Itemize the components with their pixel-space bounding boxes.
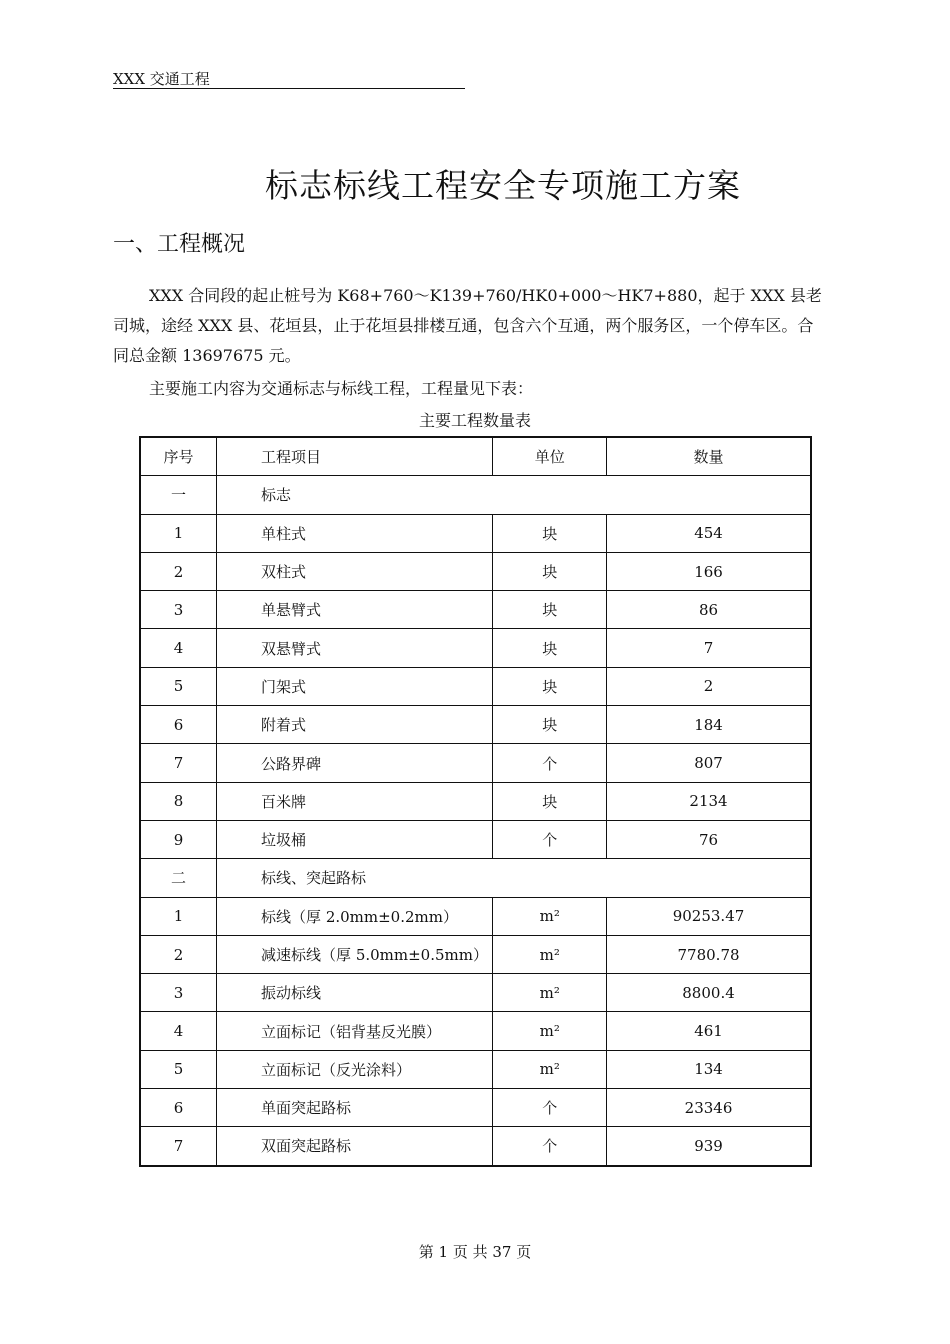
header-item: 工程项目 xyxy=(217,437,493,476)
row-unit: 块 xyxy=(493,629,607,667)
row-item: 双面突起路标 xyxy=(217,1127,493,1166)
row-seq: 二 xyxy=(140,859,217,897)
row-seq: 2 xyxy=(140,552,217,590)
row-unit: 个 xyxy=(493,1127,607,1166)
row-item: 立面标记（铝背基反光膜） xyxy=(217,1012,493,1050)
table-group-row xyxy=(140,476,811,514)
row-unit: 块 xyxy=(493,552,607,590)
row-qty: 90253.47 xyxy=(607,897,811,935)
table-row xyxy=(140,935,811,973)
table-row xyxy=(140,974,811,1012)
row-seq: 3 xyxy=(140,974,217,1012)
row-seq: 3 xyxy=(140,591,217,629)
group-title: 标线、突起路标 xyxy=(217,859,811,897)
group-title: 标志 xyxy=(217,476,811,514)
row-qty: 807 xyxy=(607,744,811,782)
table-row xyxy=(140,820,811,858)
row-unit: 个 xyxy=(493,1089,607,1127)
row-seq: 7 xyxy=(140,744,217,782)
row-unit: m² xyxy=(493,935,607,973)
row-qty: 23346 xyxy=(607,1089,811,1127)
row-seq: 4 xyxy=(140,1012,217,1050)
row-qty: 461 xyxy=(607,1012,811,1050)
row-unit: m² xyxy=(493,1012,607,1050)
row-seq: 5 xyxy=(140,667,217,705)
row-seq: 1 xyxy=(140,897,217,935)
table-row xyxy=(140,1089,811,1127)
table-row xyxy=(140,1050,811,1088)
table-row xyxy=(140,782,811,820)
table-row xyxy=(140,591,811,629)
row-item: 单面突起路标 xyxy=(217,1089,493,1127)
row-item: 双悬臂式 xyxy=(217,629,493,667)
row-qty: 184 xyxy=(607,706,811,744)
row-seq: 2 xyxy=(140,935,217,973)
row-qty: 939 xyxy=(607,1127,811,1166)
row-qty: 2 xyxy=(607,667,811,705)
row-item: 单柱式 xyxy=(217,514,493,552)
row-qty: 134 xyxy=(607,1050,811,1088)
row-item: 标线（厚 2.0mm±0.2mm） xyxy=(217,897,493,935)
row-item: 双柱式 xyxy=(217,552,493,590)
row-qty: 2134 xyxy=(607,782,811,820)
row-item: 附着式 xyxy=(217,706,493,744)
row-unit: 块 xyxy=(493,706,607,744)
row-qty: 8800.4 xyxy=(607,974,811,1012)
row-seq: 1 xyxy=(140,514,217,552)
row-seq: 6 xyxy=(140,706,217,744)
table-row xyxy=(140,514,811,552)
overview-paragraph: XXX 合同段的起止桩号为 K68+760～K139+760/HK0+000～HK7+880，起于 XXX 县老司城，途经 XXX 县、花垣县，止于花垣县排楼互通，包含六个互通，两个服务区，一个停车区。合同总金额 13697675 元。 xyxy=(113,286,822,365)
table-caption: 主要工程数量表 xyxy=(418,411,531,430)
row-qty: 86 xyxy=(607,591,811,629)
row-qty: 76 xyxy=(607,820,811,858)
page-header: XXX 交通工程 xyxy=(113,70,465,89)
row-item: 百米牌 xyxy=(217,782,493,820)
table-group-row xyxy=(140,859,811,897)
table-body xyxy=(140,476,811,1166)
header-unit: 单位 xyxy=(493,437,607,476)
quantities-table xyxy=(139,436,812,1167)
document-title: 标志标线工程安全专项施工方案 xyxy=(265,166,741,205)
section-heading-overview: 一、工程概况 xyxy=(113,232,246,257)
row-item: 单悬臂式 xyxy=(217,591,493,629)
table-header-row xyxy=(140,437,811,476)
scope-paragraph: 主要施工内容为交通标志与标线工程，工程量见下表： xyxy=(149,379,534,398)
page-footer: 第 1 页 共 37 页 xyxy=(418,1243,532,1261)
header-seq: 序号 xyxy=(140,437,217,476)
table-row xyxy=(140,897,811,935)
row-unit: 块 xyxy=(493,667,607,705)
row-seq: 6 xyxy=(140,1089,217,1127)
header-qty: 数量 xyxy=(607,437,811,476)
row-item: 门架式 xyxy=(217,667,493,705)
table-row xyxy=(140,706,811,744)
row-unit: 块 xyxy=(493,591,607,629)
table-row xyxy=(140,1127,811,1166)
row-item: 垃圾桶 xyxy=(217,820,493,858)
row-item: 减速标线（厚 5.0mm±0.5mm） xyxy=(217,935,493,973)
row-qty: 7 xyxy=(607,629,811,667)
row-unit: 个 xyxy=(493,820,607,858)
row-seq: 9 xyxy=(140,820,217,858)
row-unit: m² xyxy=(493,974,607,1012)
row-unit: 块 xyxy=(493,514,607,552)
table-row xyxy=(140,629,811,667)
row-qty: 166 xyxy=(607,552,811,590)
table-row xyxy=(140,1012,811,1050)
row-unit: m² xyxy=(493,1050,607,1088)
row-unit: m² xyxy=(493,897,607,935)
table-row xyxy=(140,552,811,590)
row-item: 振动标线 xyxy=(217,974,493,1012)
row-seq: 一 xyxy=(140,476,217,514)
row-qty: 7780.78 xyxy=(607,935,811,973)
row-seq: 4 xyxy=(140,629,217,667)
row-unit: 个 xyxy=(493,744,607,782)
row-seq: 7 xyxy=(140,1127,217,1166)
row-item: 公路界碑 xyxy=(217,744,493,782)
row-qty: 454 xyxy=(607,514,811,552)
row-seq: 5 xyxy=(140,1050,217,1088)
row-unit: 块 xyxy=(493,782,607,820)
row-seq: 8 xyxy=(140,782,217,820)
table-row xyxy=(140,667,811,705)
table-row xyxy=(140,744,811,782)
row-item: 立面标记（反光涂料） xyxy=(217,1050,493,1088)
